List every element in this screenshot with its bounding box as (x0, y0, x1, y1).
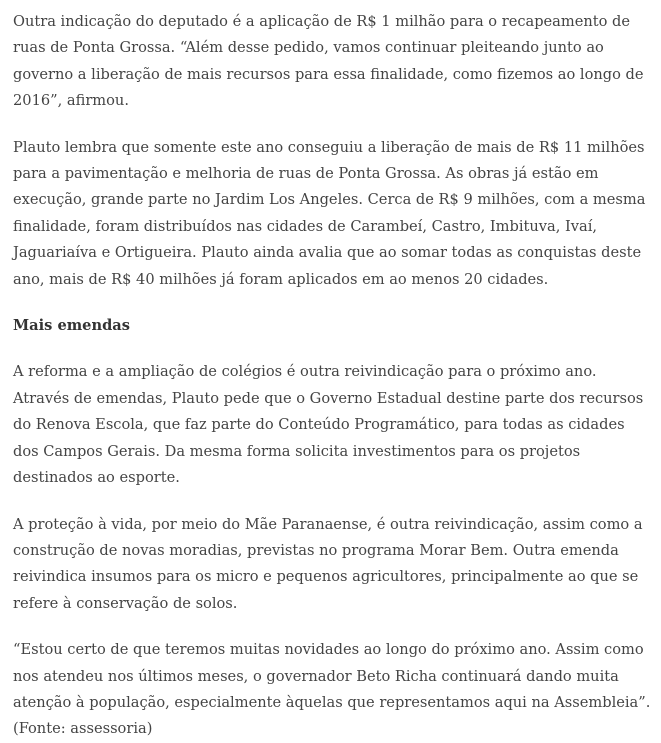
paragraph-recapeamento: Outra indicação do deputado é a aplicação de R$ 1 milhão para o recapeamento de ruas de Ponta Grossa. “Além desse pedido, vamos continuar pleiteando junto ao governo a liberação de mais recursos para essa finalidade, como fizemos ao longo de 2016”, afirmou. (13, 13, 644, 110)
paragraph-protecao-vida: A proteção à vida, por meio do Mãe Paranaense, é outra reivindicação, assim como a construção de novas moradias, previstas no programa Morar Bem. Outra emenda reivindica insumos para os micro e pequenos agricultores, principalmente ao que se refere à conservação de solos. (13, 515, 643, 612)
paragraph-citacao-final: “Estou certo de que teremos muitas novidades ao longo do próximo ano. Assim como nos atendeu nos últimos meses, o governador Beto Richa continuará dando muita atenção à população, especialmente àquelas que representamos aqui na Assembleia”. (Fonte: assessoria) (13, 641, 651, 738)
paragraph-pavimentacao: Plauto lembra que somente este ano conseguiu a liberação de mais de R$ 11 milhões para a pavimentação e melhoria de ruas de Ponta Grossa. As obras já estão em execução, grande parte no Jardim Los Angeles. Cerca de R$ 9 milhões, com a mesma finalidade, foram distribuídos nas cidades de Carambeí, Castro, Imbituva, Ivaí, Jaguariaíva e Ortigueira. Plauto ainda avalia que ao somar todas as conquistas deste ano, mais de R$ 40 milhões já foram aplicados em ao menos 20 cidades. (13, 138, 646, 288)
subheading-mais-emendas: Mais emendas (13, 317, 130, 335)
paragraph-colegios: A reforma e a ampliação de colégios é outra reivindicação para o próximo ano. Através de emendas, Plauto pede que o Governo Estadual destine parte dos recursos do Renova Escola, que faz parte do Conteúdo Programático, para todas as cidades dos Campos Gerais. Da mesma forma solicita investimentos para os projetos destinados ao esporte. (13, 363, 644, 487)
